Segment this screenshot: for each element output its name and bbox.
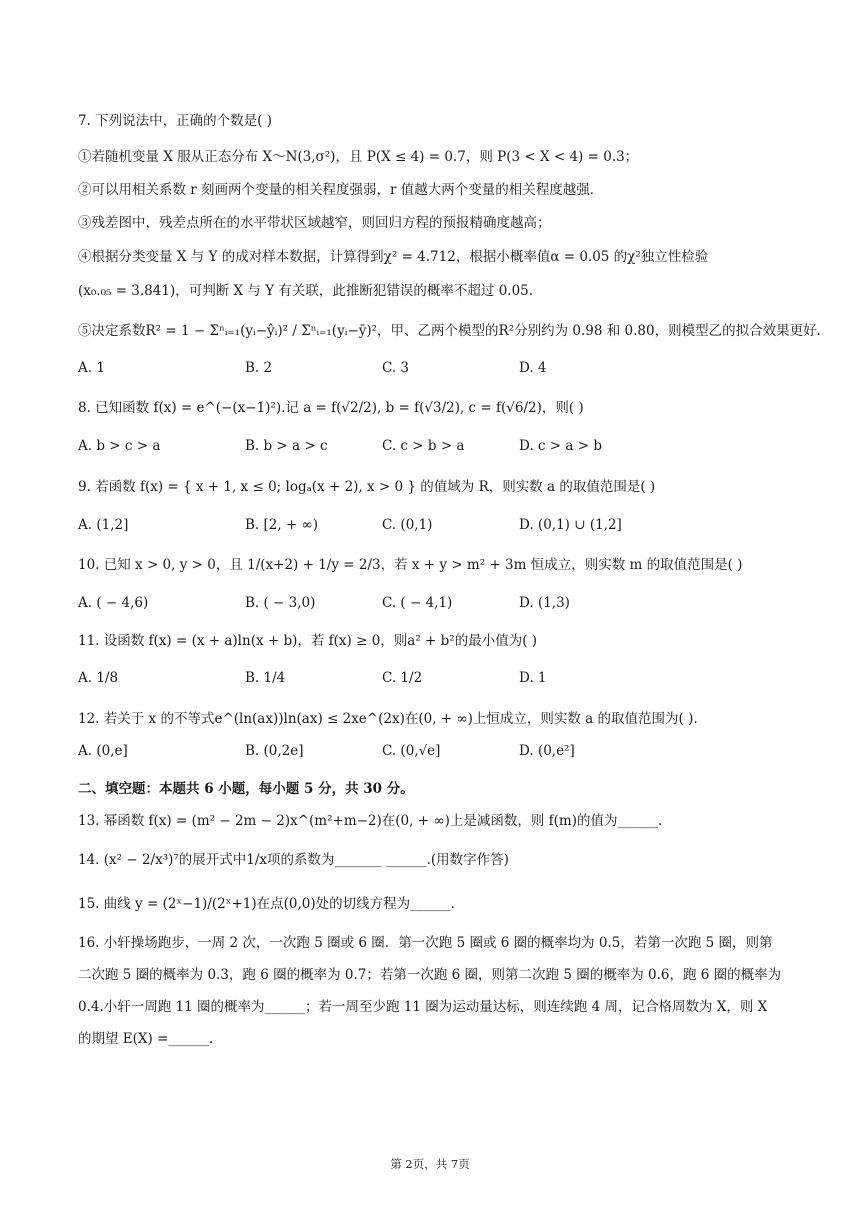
option-b: B. [2, + ∞): [245, 517, 319, 533]
option-d: D. (1,3): [519, 595, 570, 611]
option-d: D. 4: [519, 360, 547, 376]
option-c: C. (0,√e]: [382, 743, 441, 759]
option-c: C. 3: [382, 360, 410, 376]
question-8-title: 8. 已知函数 f(x) = e^(−(x−1)²).记 a = f(√2/2), b = f(√3/2), c = f(√6/2)，则( ): [78, 400, 584, 416]
question-7-statement-4-cont: (x₀.₀₅ = 3.841)，可判断 X 与 Y 有关联，此推断犯错误的概率不超过 0.05.: [78, 283, 534, 299]
option-b: B. (0,2e]: [245, 743, 304, 759]
option-c: C. (0,1): [382, 517, 433, 533]
question-16-text: 16. 小轩操场跑步，一周 2 次，一次跑 5 圈或 6 圈．第一次跑 5 圈或 6 圈的概率均为 0.5，若第一次跑 5 圈，则第二次跑 5 圈的概率为 0.3，跑 6 圈的概率为 0.7；若第一次跑 6 圈，则第二次跑 5 圈的概率为 0.6，跑 6 圈的概率为 0.4.小轩一周跑 11 圈的概率为______；若一周至少跑 11 圈为运动量达标，则连续跑 4 周，记合格周数为 X，则 X 的期望 E(X) =______.: [78, 935, 782, 1047]
question-14-title: 14. (x² − 2/x³)⁷的展开式中1/x项的系数为_______ ______.(用数字作答): [78, 852, 509, 868]
question-7-title: 7. 下列说法中，正确的个数是( ): [78, 113, 272, 129]
option-a: A. (1,2]: [78, 517, 129, 533]
question-7-statement-5: ⑤决定系数R² = 1 − Σⁿᵢ₌₁(yᵢ−ŷᵢ)² / Σⁿᵢ₌₁(yᵢ−ȳ)²，甲、乙两个模型的R²分别约为 0.98 和 0.80，则模型乙的拟合效果更好．: [78, 323, 831, 339]
question-9-title: 9. 若函数 f(x) = { x + 1, x ≤ 0; logₐ(x + 2), x > 0 } 的值域为 R，则实数 a 的取值范围是( ): [78, 479, 656, 495]
question-12-title: 12. 若关于 x 的不等式e^(ln(ax))ln(ax) ≤ 2xe^(2x)在(0, + ∞)上恒成立，则实数 a 的取值范围为( ).: [78, 711, 698, 727]
option-d: D. 1: [519, 670, 547, 686]
option-b: B. ( − 3,0): [245, 595, 316, 611]
question-11-options: [78, 670, 778, 690]
question-13-title: 13. 幂函数 f(x) = (m² − 2m − 2)x^(m²+m−2)在(0, + ∞)上是减函数，则 f(m)的值为______.: [78, 813, 663, 829]
section-fill-in-blank-heading: 二、填空题：本题共 6 小题，每小题 5 分，共 30 分。: [78, 781, 414, 797]
option-c: C. ( − 4,1): [382, 595, 453, 611]
option-d: D. (0,1) ∪ (1,2]: [519, 517, 622, 533]
question-10-options: [78, 595, 778, 615]
option-b: B. 1/4: [245, 670, 286, 686]
question-8-options: [78, 438, 778, 458]
question-9-options: [78, 517, 778, 537]
question-7-statement-1: ①若随机变量 X 服从正态分布 X～N(3,σ²)，且 P(X ≤ 4) = 0.7，则 P(3 < X < 4) = 0.3；: [78, 149, 639, 165]
option-d: D. c > a > b: [519, 438, 602, 454]
option-b: B. b > a > c: [245, 438, 328, 454]
question-7-statement-4: ④根据分类变量 X 与 Y 的成对样本数据，计算得到χ² = 4.712，根据小概率值α = 0.05 的χ²独立性检验: [78, 249, 709, 265]
option-a: A. (0,e]: [78, 743, 128, 759]
option-a: A. ( − 4,6): [78, 595, 149, 611]
question-7-statement-3: ③残差图中，残差点所在的水平带状区域越窄，则回归方程的预报精确度越高；: [78, 215, 551, 231]
question-7-statement-2: ②可以用相关系数 r 刻画两个变量的相关程度强弱，r 值越大两个变量的相关程度越强．: [78, 182, 604, 198]
option-c: C. 1/2: [382, 670, 423, 686]
option-a: A. 1/8: [78, 670, 119, 686]
question-11-title: 11. 设函数 f(x) = (x + a)ln(x + b)，若 f(x) ≥ 0，则a² + b²的最小值为( ): [78, 633, 538, 649]
question-12-options: [78, 743, 778, 763]
question-10-title: 10. 已知 x > 0, y > 0，且 1/(x+2) + 1/y = 2/3，若 x + y > m² + 3m 恒成立，则实数 m 的取值范围是( ): [78, 557, 743, 573]
option-d: D. (0,e²]: [519, 743, 575, 759]
option-a: A. b > c > a: [78, 438, 161, 454]
option-c: C. c > b > a: [382, 438, 465, 454]
question-15-title: 15. 曲线 y = (2ˣ−1)/(2ˣ+1)在点(0,0)处的切线方程为______.: [78, 896, 455, 912]
option-b: B. 2: [245, 360, 273, 376]
page-footer: 第 2页，共 7页: [390, 1157, 470, 1171]
question-7-options: [78, 360, 778, 380]
option-a: A. 1: [78, 360, 105, 376]
